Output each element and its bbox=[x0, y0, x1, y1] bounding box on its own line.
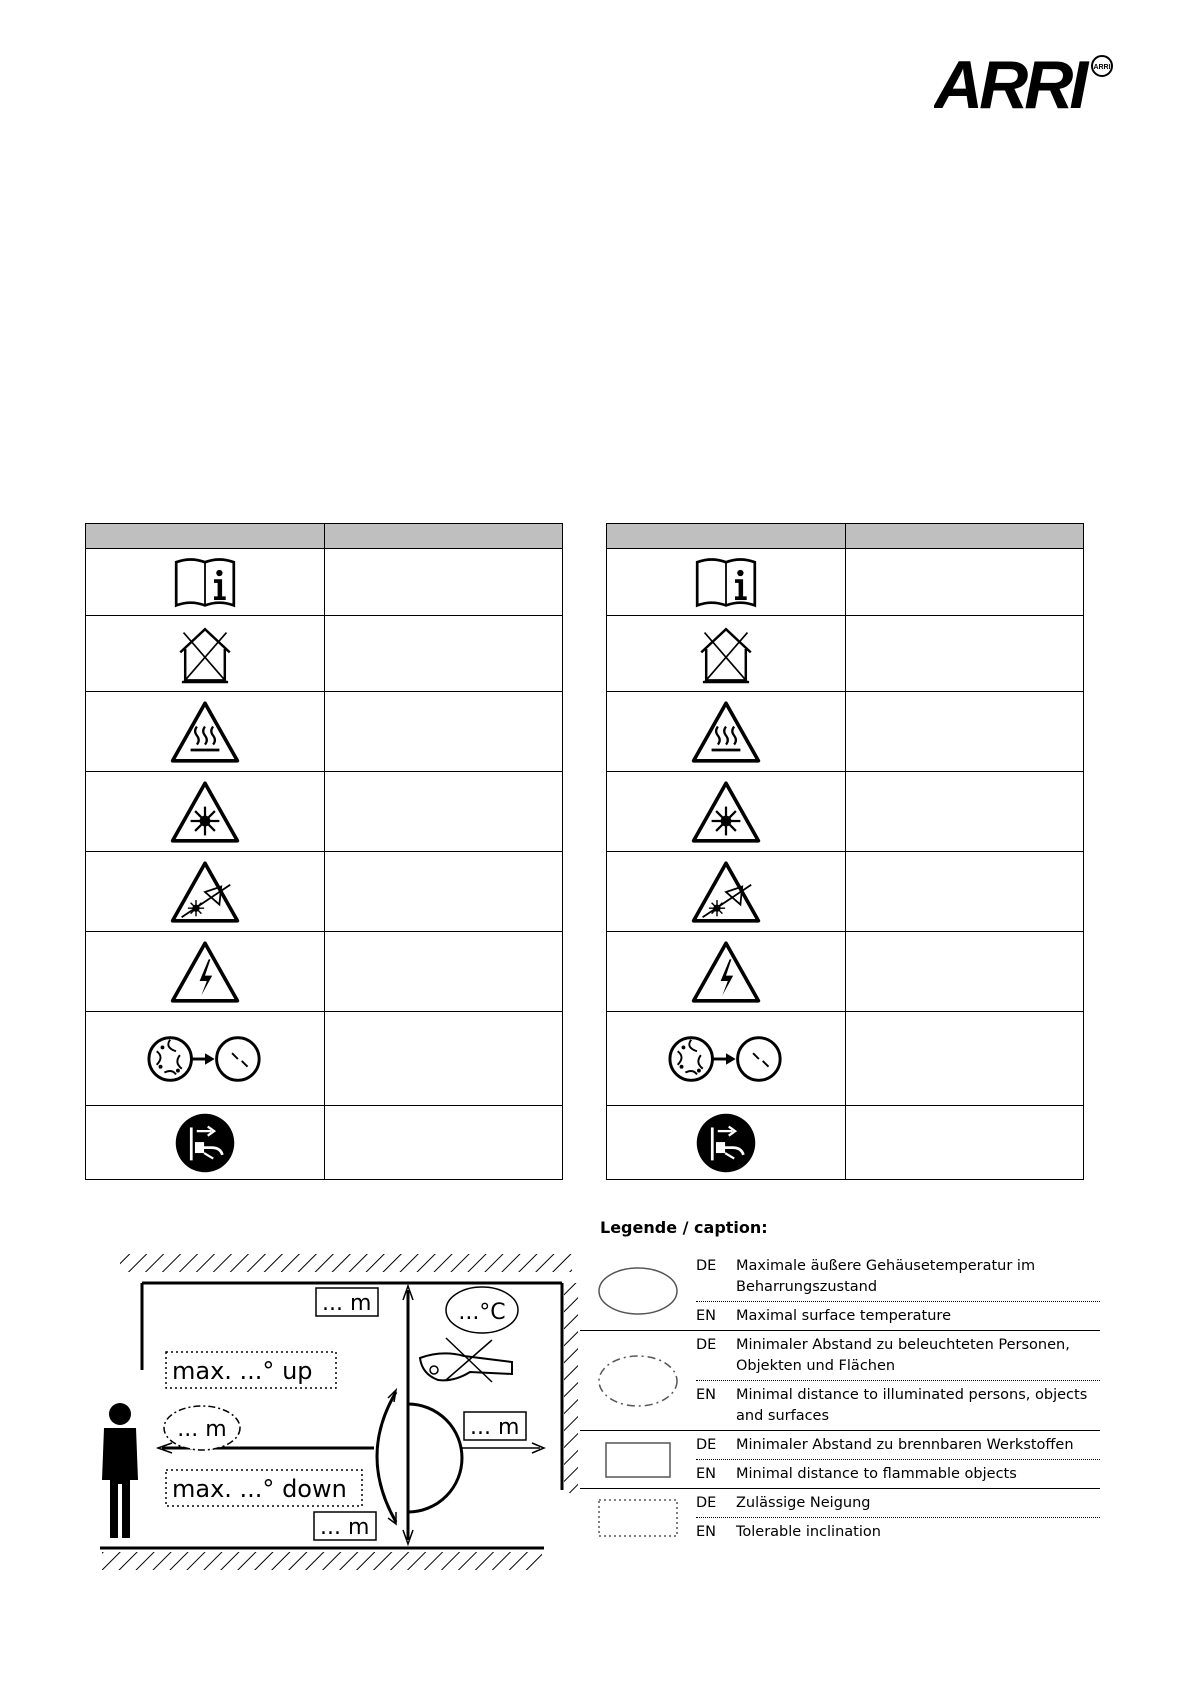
legend-item bbox=[580, 1489, 1100, 1546]
manual-info-icon bbox=[690, 554, 762, 610]
person-distance-label: ... m bbox=[177, 1417, 227, 1442]
electric-shock-icon bbox=[690, 939, 762, 1005]
legend-text-en: Tolerable inclination bbox=[736, 1524, 881, 1540]
right-wall-hatch bbox=[564, 1283, 578, 1493]
symbol-description bbox=[324, 852, 563, 932]
symbol-table-right bbox=[606, 523, 1084, 1180]
header-description bbox=[324, 524, 563, 549]
arri-logo-text: ARRI bbox=[934, 54, 1085, 112]
symbol-description bbox=[845, 616, 1084, 692]
ceiling-hatch bbox=[120, 1254, 572, 1272]
symbol-description bbox=[324, 692, 563, 772]
solid-ellipse-symbol bbox=[596, 1265, 680, 1317]
svg-text:ARRI: ARRI bbox=[1093, 64, 1111, 71]
luminaire-half-circle bbox=[408, 1404, 462, 1512]
legend-text-de: Zulässige Neigung bbox=[736, 1495, 871, 1511]
symbol-description bbox=[845, 692, 1084, 772]
header-description bbox=[845, 524, 1084, 549]
symbol-description bbox=[845, 549, 1084, 616]
lang-code: EN bbox=[696, 1308, 717, 1324]
legend bbox=[580, 1252, 1100, 1546]
lang-code: EN bbox=[696, 1466, 717, 1482]
legend-title: Legende / caption: bbox=[600, 1218, 768, 1237]
legend-text-en: Minimal distance to illuminated persons, objects and surfaces bbox=[736, 1387, 1088, 1424]
lang-code: DE bbox=[696, 1337, 717, 1353]
symbol-description bbox=[324, 1012, 563, 1106]
no-touch-hand-icon bbox=[420, 1338, 512, 1382]
legend-item bbox=[580, 1252, 1100, 1331]
dist-bottom-label: ... m bbox=[320, 1515, 370, 1540]
symbol-table-left bbox=[85, 523, 563, 1180]
symbol-description bbox=[324, 616, 563, 692]
lang-code: EN bbox=[696, 1387, 717, 1403]
tilt-up-label: max. ...° up bbox=[172, 1357, 313, 1385]
header-symbol bbox=[86, 524, 325, 549]
symbol-description bbox=[324, 932, 563, 1012]
lang-code: DE bbox=[696, 1437, 717, 1453]
symbol-description bbox=[845, 1106, 1084, 1180]
legend-text-de: Minimaler Abstand zu beleuchteten Personen, Objekten und Flächen bbox=[736, 1337, 1070, 1374]
uv-eye-warning-icon bbox=[690, 859, 762, 925]
disconnect-plug-icon bbox=[173, 1111, 237, 1175]
legend-item bbox=[580, 1331, 1100, 1431]
uv-eye-warning-icon bbox=[169, 859, 241, 925]
legend-text-de: Maximale äußere Gehäusetemperatur im Beharrungszustand bbox=[736, 1258, 1036, 1295]
lamp-replace-icon bbox=[147, 1030, 263, 1088]
dotted-rectangle-symbol bbox=[597, 1498, 679, 1538]
legend-text-en: Minimal distance to flammable objects bbox=[736, 1466, 1017, 1482]
lang-code: DE bbox=[696, 1495, 717, 1511]
symbol-description bbox=[324, 549, 563, 616]
floor-hatch bbox=[102, 1552, 542, 1570]
symbol-description bbox=[845, 1012, 1084, 1106]
person-icon bbox=[102, 1403, 138, 1538]
symbol-description bbox=[845, 932, 1084, 1012]
bright-light-icon bbox=[690, 779, 762, 845]
indoor-only-icon bbox=[693, 621, 759, 687]
tilt-down-label: max. ...° down bbox=[172, 1475, 347, 1503]
tilt-arc bbox=[377, 1392, 396, 1522]
solid-rectangle-symbol bbox=[604, 1441, 672, 1479]
arri-logo bbox=[934, 54, 1124, 112]
symbol-description bbox=[324, 772, 563, 852]
manual-info-icon bbox=[169, 554, 241, 610]
installation-distance-diagram bbox=[92, 1240, 578, 1580]
lang-code: EN bbox=[696, 1524, 717, 1540]
header-symbol bbox=[607, 524, 846, 549]
hot-surface-icon bbox=[169, 699, 241, 765]
dist-top-label: ... m bbox=[322, 1291, 372, 1316]
indoor-only-icon bbox=[172, 621, 238, 687]
lamp-replace-icon bbox=[668, 1030, 784, 1088]
temp-label: ...°C bbox=[458, 1300, 506, 1325]
disconnect-plug-icon bbox=[694, 1111, 758, 1175]
hot-surface-icon bbox=[690, 699, 762, 765]
electric-shock-icon bbox=[169, 939, 241, 1005]
legend-item bbox=[580, 1431, 1100, 1489]
legend-text-en: Maximal surface temperature bbox=[736, 1308, 951, 1324]
bright-light-icon bbox=[169, 779, 241, 845]
dist-right-label: ... m bbox=[470, 1415, 520, 1440]
lang-code: DE bbox=[696, 1258, 717, 1274]
dashdot-ellipse-symbol bbox=[596, 1353, 680, 1409]
legend-text-de: Minimaler Abstand zu brennbaren Werkstoffen bbox=[736, 1437, 1074, 1453]
symbol-description bbox=[845, 772, 1084, 852]
symbol-description bbox=[324, 1106, 563, 1180]
symbol-description bbox=[845, 852, 1084, 932]
